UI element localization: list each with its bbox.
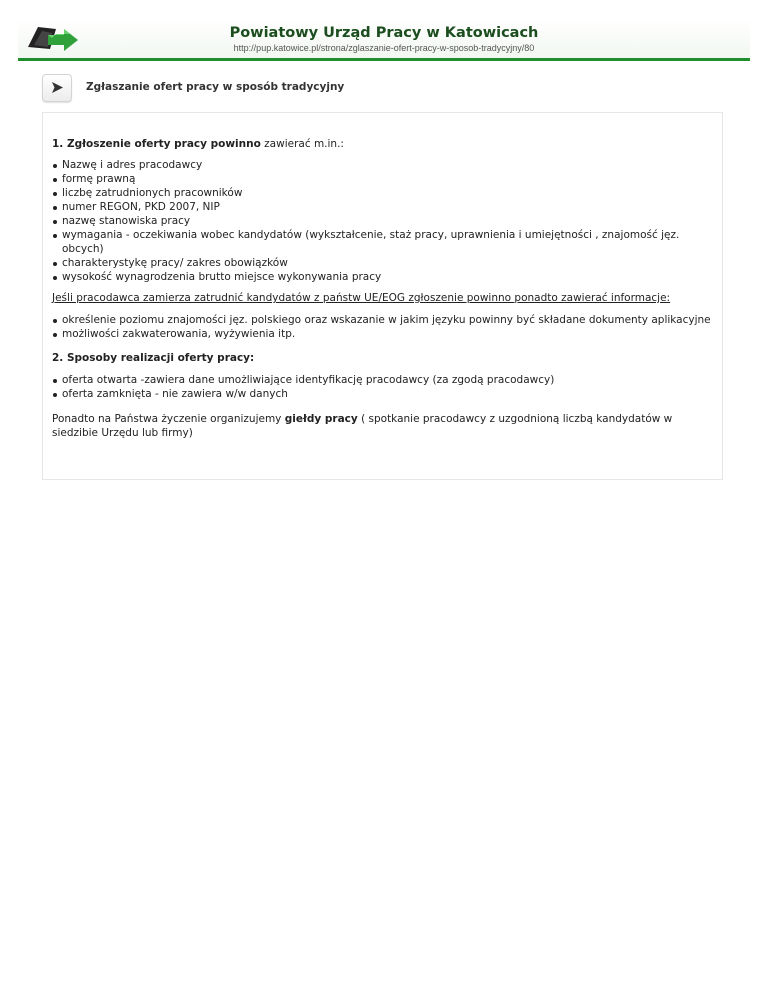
list-item: formę prawną xyxy=(62,172,712,186)
list-item: oferta otwarta -zawiera dane umożliwiające identyfikację pracodawcy (za zgodą pracodawcy) xyxy=(62,373,712,387)
list-item: możliwości zakwaterowania, wyżywienia itp. xyxy=(62,327,712,341)
list-item: Nazwę i adres pracodawcy xyxy=(62,158,712,172)
eu-note-list xyxy=(52,313,712,341)
section1-heading-bold: 1. Zgłoszenie oferty pracy powinno xyxy=(52,138,261,150)
article-content xyxy=(52,137,712,440)
closing-text-before: Ponadto na Państwa życzenie organizujemy xyxy=(52,413,285,425)
closing-text-bold: giełdy pracy xyxy=(284,413,358,425)
list-item: charakterystykę pracy/ zakres obowiązków xyxy=(62,256,712,270)
eu-note: Jeśli pracodawca zamierza zatrudnić kandydatów z państw UE/EOG zgłoszenie powinno ponadto zawierać informacje: xyxy=(52,292,671,304)
section1-list xyxy=(52,158,712,284)
site-title: Powiatowy Urząd Pracy w Katowicach xyxy=(229,25,539,41)
list-item: liczbę zatrudnionych pracowników xyxy=(62,186,712,200)
arrow-right-icon xyxy=(52,82,63,93)
list-item: wymagania - oczekiwania wobec kandydatów (wykształcenie, staż pracy, uprawnienia i umiejętności , znajomość jęz. obcych) xyxy=(62,228,712,256)
section1-heading xyxy=(52,137,712,151)
site-header xyxy=(18,18,750,61)
list-item: nazwę stanowiska pracy xyxy=(62,214,712,228)
list-item: określenie poziomu znajomości jęz. polskiego oraz wskazanie w jakim języku powinny być składane dokumenty aplikacyjne xyxy=(62,314,711,326)
arrow-button[interactable] xyxy=(42,74,72,102)
section1-heading-rest: zawierać m.in.: xyxy=(260,138,344,150)
list-item: wysokość wynagrodzenia brutto miejsce wykonywania pracy xyxy=(62,270,712,284)
page-url: http://pup.katowice.pl/strona/zglaszanie-ofert-pracy-w-sposob-tradycyjny/80 xyxy=(233,43,535,53)
section2-heading xyxy=(52,351,712,365)
page-title: Zgłaszanie ofert pracy w sposób tradycyjny xyxy=(86,81,345,93)
closing-text-after: ( spotkanie pracodawcy z uzgodnioną liczbą kandydatów w siedzibie Urzędu lub firmy) xyxy=(52,413,673,439)
list-item: numer REGON, PKD 2007, NIP xyxy=(62,200,712,214)
closing-paragraph xyxy=(52,412,712,440)
section2-heading-bold: 2. Sposoby realizacji oferty pracy: xyxy=(52,352,255,364)
list-item: oferta zamknięta - nie zawiera w/w danych xyxy=(62,387,712,401)
section2-list xyxy=(52,373,712,401)
